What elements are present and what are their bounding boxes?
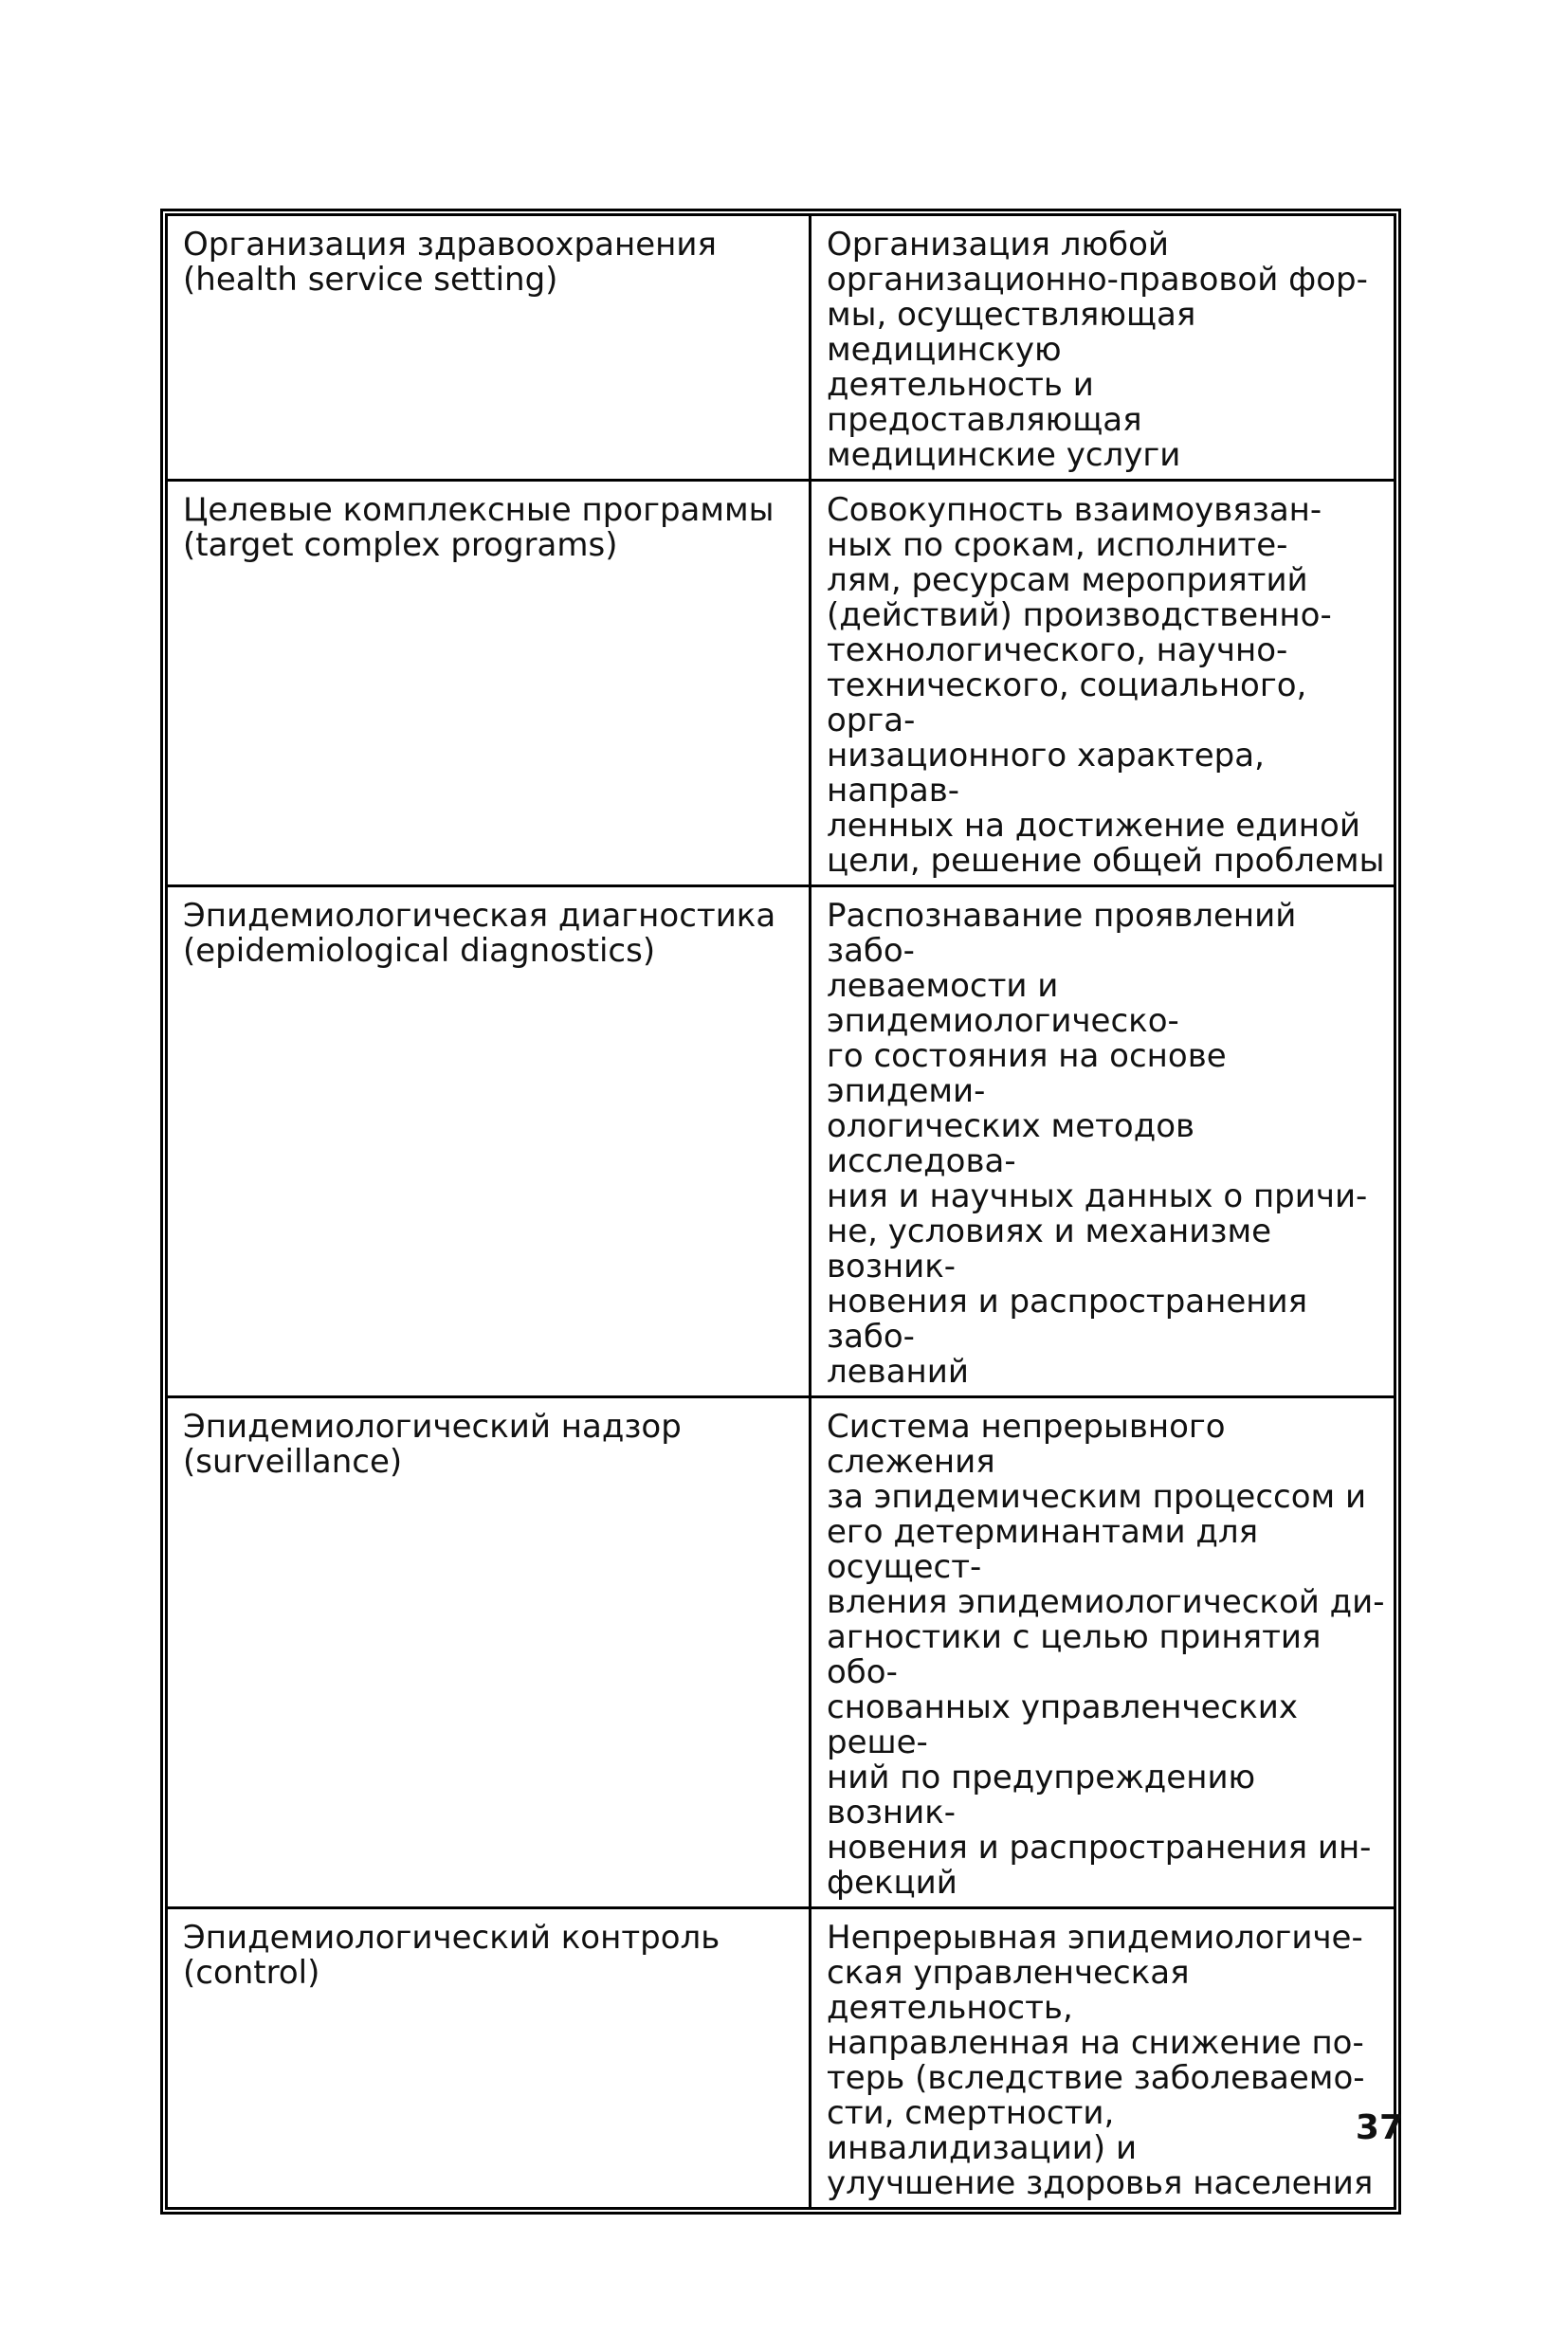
- definition-cell: Организация любой организационно-правовой фор- мы, осуществляющая медицинскую деятельность и предоставляющая медицинские услуги: [811, 215, 1395, 481]
- term-cell: Эпидемиологический контроль (control): [167, 1908, 811, 2209]
- table-row: [167, 481, 1395, 886]
- table-row: [167, 215, 1395, 481]
- table-row: [167, 886, 1395, 1397]
- term-cell: Целевые комплексные программы (target complex programs): [167, 481, 811, 886]
- definition-cell: Система непрерывного слежения за эпидемическим процессом и его детерминантами для осущест- вления эпидемиологической ди- агностики с целью принятия обо- снованных управленческих реше- ний по предупреждению возник- новения и распространения ин- фекций: [811, 1397, 1395, 1908]
- table-row: [167, 1397, 1395, 1908]
- glossary-table: [165, 213, 1396, 2210]
- definition-cell: Непрерывная эпидемиологиче- ская управленческая деятельность, направленная на снижение по- терь (вследствие заболеваемо- сти, смертности, инвалидизации) и улучшение здоровья населения: [811, 1908, 1395, 2209]
- page-number: 37: [1355, 2108, 1403, 2147]
- term-cell: Эпидемиологический надзор (surveillance): [167, 1397, 811, 1908]
- glossary-table-frame: [160, 209, 1401, 2215]
- definition-cell: Распознавание проявлений забо- леваемости и эпидемиологическо- го состояния на основе эпидеми- ологических методов исследова- ния и научных данных о причи- не, условиях и механизме возник- новения и распространения забо- леваний: [811, 886, 1395, 1397]
- term-cell: Эпидемиологическая диагностика (epidemiological diagnostics): [167, 886, 811, 1397]
- term-cell: Организация здравоохранения (health service setting): [167, 215, 811, 481]
- definition-cell: Совокупность взаимоувязан- ных по срокам, исполните- лям, ресурсам мероприятий (действий) производственно- технологического, научно- технического, социального, орга- низационного характера, направ- ленных на достижение единой цели, решение общей проблемы: [811, 481, 1395, 886]
- table-row: [167, 1908, 1395, 2209]
